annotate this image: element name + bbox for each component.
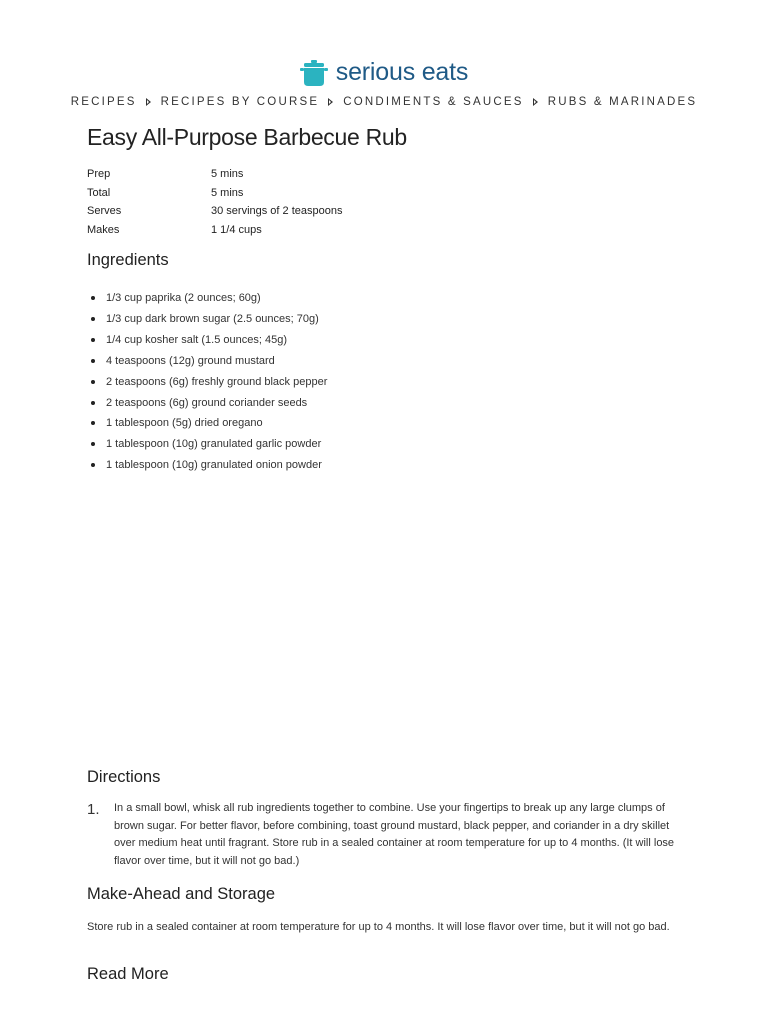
list-item <box>87 330 327 351</box>
ingredient-text: 1/3 cup dark brown sugar (2.5 ounces; 70g) <box>106 313 319 326</box>
meta-value: 5 mins <box>211 186 244 199</box>
ingredient-text: 1 tablespoon (5g) dried oregano <box>106 417 263 430</box>
logo-link[interactable] <box>300 58 468 87</box>
bullet-icon <box>91 442 95 446</box>
ingredient-text: 1 tablespoon (10g) granulated garlic powder <box>106 438 322 451</box>
step-text: In a small bowl, whisk all rub ingredients together to combine. Use your fingertips to break up any large clumps of brown sugar. For better flavor, before combining, toast ground mustard, black pepper, and coriander in a dry skillet over medium heat until fragrant. Store rub in a sealed container at room temperature for up to 4 months. (It will lose flavor over time, but it will not go bad.) <box>114 802 675 867</box>
logo-text: serious eats <box>335 58 469 86</box>
directions-heading: Directions <box>87 768 161 786</box>
bullet-icon <box>91 359 95 363</box>
list-item <box>87 434 327 455</box>
ingredient-text: 4 teaspoons (12g) ground mustard <box>106 354 275 367</box>
bullet-icon <box>91 296 95 300</box>
recipe-meta <box>87 165 342 239</box>
breadcrumb <box>0 96 768 108</box>
list-item <box>87 455 327 476</box>
bullet-icon <box>91 421 95 425</box>
direction-step <box>87 800 687 870</box>
meta-label: Serves <box>87 205 122 218</box>
ingredient-text: 1/3 cup paprika (2 ounces; 60g) <box>106 292 261 305</box>
list-item <box>87 351 327 372</box>
step-number: 1. <box>87 801 100 818</box>
meta-row-prep <box>87 165 342 184</box>
meta-row-makes <box>87 221 342 240</box>
site-logo[interactable] <box>0 58 768 87</box>
bullet-icon <box>91 463 95 467</box>
breadcrumb-item-rubs-marinades[interactable]: RUBS & MARINADES <box>547 96 698 108</box>
list-item <box>87 413 327 434</box>
make-ahead-text: Store rub in a sealed container at room temperature for up to 4 months. It will lose flavor over time, but it will not go bad. <box>87 921 670 933</box>
breadcrumb-item-condiments-sauces[interactable]: CONDIMENTS & SAUCES <box>343 96 524 108</box>
meta-row-serves <box>87 202 342 221</box>
list-item <box>87 288 327 309</box>
ingredient-text: 1 tablespoon (10g) granulated onion powder <box>106 459 322 472</box>
bullet-icon <box>91 380 95 384</box>
meta-label: Total <box>87 186 111 199</box>
chevron-right-icon <box>328 98 333 106</box>
meta-value: 5 mins <box>211 168 244 181</box>
meta-label: Makes <box>87 223 120 236</box>
list-item <box>87 309 327 330</box>
ingredients-list <box>87 288 327 476</box>
breadcrumb-item-recipes[interactable]: RECIPES <box>70 96 137 108</box>
pot-icon <box>300 59 328 87</box>
ingredients-heading: Ingredients <box>87 251 169 269</box>
ingredient-text: 2 teaspoons (6g) ground coriander seeds <box>106 396 308 409</box>
breadcrumb-item-recipes-by-course[interactable]: RECIPES BY COURSE <box>160 96 320 108</box>
meta-row-total <box>87 184 342 203</box>
chevron-right-icon <box>533 98 538 106</box>
ingredient-text: 2 teaspoons (6g) freshly ground black pepper <box>106 375 328 388</box>
ingredient-text: 1/4 cup kosher salt (1.5 ounces; 45g) <box>106 334 287 347</box>
bullet-icon <box>91 338 95 342</box>
bullet-icon <box>91 317 95 321</box>
list-item <box>87 392 327 413</box>
chevron-right-icon <box>146 98 151 106</box>
list-item <box>87 371 327 392</box>
read-more-link[interactable]: Read More <box>87 965 169 983</box>
make-ahead-heading: Make-Ahead and Storage <box>87 885 276 903</box>
bullet-icon <box>91 401 95 405</box>
meta-label: Prep <box>87 168 111 181</box>
meta-value: 1 1/4 cups <box>211 223 262 236</box>
meta-value: 30 servings of 2 teaspoons <box>211 205 343 218</box>
page-title: Easy All-Purpose Barbecue Rub <box>87 124 407 150</box>
